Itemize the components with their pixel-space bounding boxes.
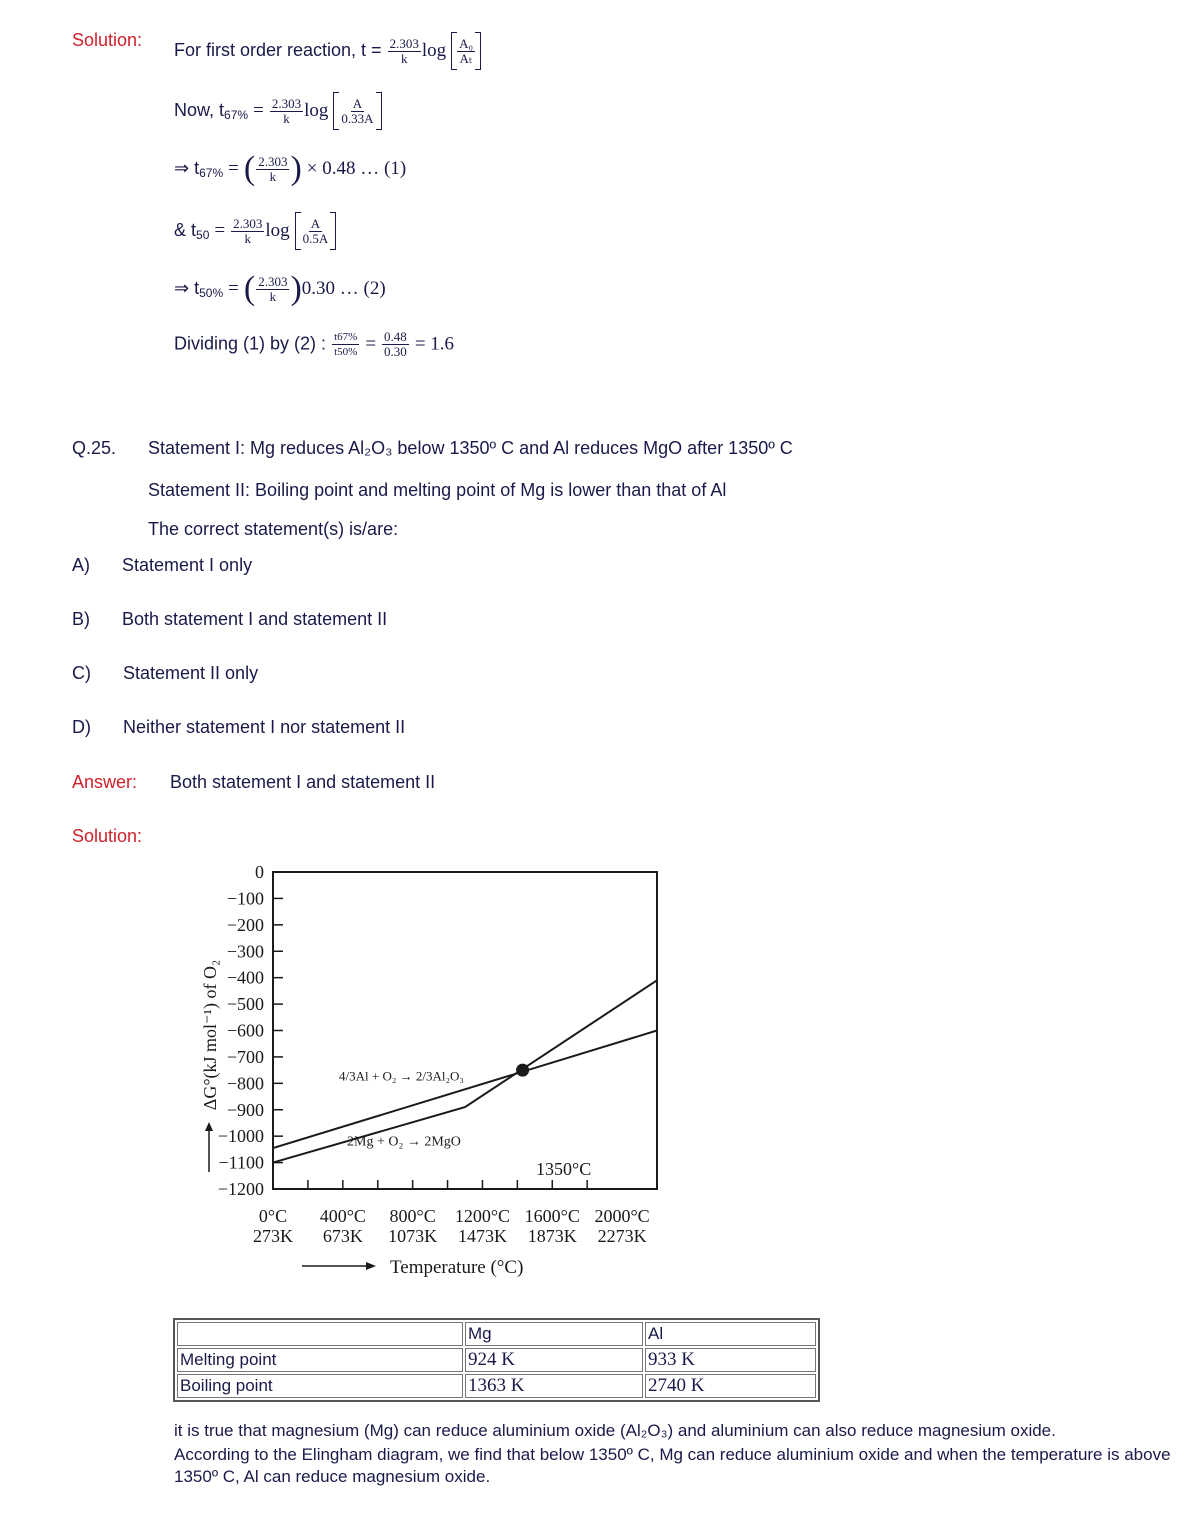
- table-header-cell: [177, 1322, 463, 1346]
- answer-text: Both statement I and statement II: [170, 772, 436, 792]
- option-c-letter: C): [72, 663, 91, 683]
- properties-table: [173, 1318, 820, 1402]
- y-tick-label: −1200: [217, 1179, 264, 1199]
- equation-line-1: [174, 32, 481, 70]
- table-cell: 2740 K: [645, 1374, 816, 1398]
- x-tick-label: 2000°C: [594, 1206, 650, 1226]
- table-cell: Boiling point: [177, 1374, 463, 1398]
- option-a-letter: A): [72, 555, 90, 575]
- y-tick-label: −800: [226, 1073, 264, 1094]
- conclusion-line-1: it is true that magnesium (Mg) can reduce aluminium oxide (Al₂O₃) and aluminium can also reduce magnesium oxide.: [174, 1421, 1056, 1440]
- table-cell: 1363 K: [465, 1374, 643, 1398]
- bracket: $\frac{\text{A₀}}{\text{Aₜ}}$: [451, 32, 481, 70]
- equation-line-4: & $t_{50}$ = $\frac{2.303}{k}$ log $\frac{A}{0.5A}$: [174, 212, 336, 250]
- answer-label: Answer:: [72, 772, 138, 792]
- intersection-point: [516, 1064, 529, 1077]
- option-b-text[interactable]: Both statement I and statement II: [122, 609, 388, 629]
- x-tick-label: 0°C: [258, 1206, 288, 1226]
- y-tick-label: −1100: [218, 1152, 264, 1173]
- solution-label-2: Solution:: [72, 826, 143, 846]
- y-axis-label: ΔG°(kJ mol⁻¹) of O₂: [200, 959, 220, 1111]
- y-tick-label: −400: [226, 967, 264, 988]
- x-tick-label-kelvin: 273K: [253, 1226, 293, 1246]
- y-tick-label: −600: [226, 1020, 264, 1041]
- y-tick-label: −200: [226, 914, 264, 935]
- option-b-letter: B): [72, 609, 90, 629]
- y-tick-label: −700: [226, 1046, 264, 1067]
- x-tick-label-kelvin: 1073K: [388, 1226, 438, 1246]
- table-cell: 924 K: [465, 1348, 643, 1372]
- y-tick-label: −1000: [217, 1126, 264, 1147]
- fraction: $\frac{2.303}{k}$: [389, 35, 419, 66]
- conclusion-line-2: According to the Elingham diagram, we find that below 1350º C, Mg can reduce aluminium oxide and when the temperature is above 1350º C, Al can reduce magnesium oxide.: [174, 1445, 1171, 1486]
- ellingham-chart: [176, 850, 688, 1290]
- option-c-text[interactable]: Statement II only: [123, 663, 259, 683]
- y-tick-label: −900: [226, 1099, 264, 1120]
- x-axis-label: Temperature (°C): [390, 1257, 524, 1278]
- option-d-text[interactable]: Neither statement I nor statement II: [123, 717, 406, 737]
- y-tick-label: −300: [226, 941, 264, 962]
- option-d-letter: D): [72, 717, 91, 737]
- table-header-cell: Al: [645, 1322, 816, 1346]
- statement-1: Statement I: Mg reduces Al₂O₃ below 1350º C and Al reduces MgO after 1350º C: [148, 438, 793, 458]
- annotation-1350: 1350°C: [536, 1159, 592, 1179]
- x-tick-label: 800°C: [389, 1206, 436, 1226]
- equation-line-5: ⇒ $t_{50\%}$ = ( $\frac{2.303}{k}$ )0.30 … (2): [174, 270, 386, 307]
- y-tick-label: −100: [226, 888, 264, 909]
- table-row: [177, 1348, 816, 1372]
- table-header-row: [177, 1322, 816, 1346]
- series-line-1: [273, 1031, 657, 1149]
- plot-frame: [273, 872, 657, 1189]
- equation-text: For first order reaction, t =: [174, 39, 382, 60]
- x-tick-label-kelvin: 1473K: [457, 1226, 507, 1246]
- equation-line-6: Dividing (1) by (2) : $\frac{t67\%}{t50\%}$ = $\frac{0.48}{0.30}$ = 1.6: [174, 329, 455, 359]
- table-cell: Melting point: [177, 1348, 463, 1372]
- x-tick-label-kelvin: 1873K: [527, 1226, 577, 1246]
- y-axis-arrowhead: [205, 1122, 213, 1131]
- question-prompt: The correct statement(s) is/are:: [148, 519, 399, 539]
- x-tick-label: 400°C: [319, 1206, 366, 1226]
- series-label-mg: 2Mg + O₂ → 2MgO: [347, 1134, 461, 1150]
- table-cell: 933 K: [645, 1348, 816, 1372]
- y-tick-label: 0: [255, 862, 264, 882]
- equation-line-3: ⇒ $t_{67\%}$ = ( $\frac{2.303}{k}$ ) × 0.48 … (1): [174, 150, 407, 187]
- equation-line-2: Now, $t_{67\%}$ = $\frac{2.303}{k}$ log $\frac{A}{0.33A}$: [174, 92, 382, 130]
- question-number: Q.25.: [72, 438, 117, 458]
- x-tick-label-kelvin: 2273K: [597, 1226, 647, 1246]
- solution-label: Solution:: [72, 30, 143, 50]
- option-a-text[interactable]: Statement I only: [122, 555, 253, 575]
- log-text: log: [421, 39, 447, 61]
- x-axis-arrowhead: [366, 1262, 376, 1270]
- x-tick-label: 1200°C: [454, 1206, 511, 1226]
- statement-2: Statement II: Boiling point and melting point of Mg is lower than that of Al: [148, 480, 727, 500]
- x-tick-label: 1600°C: [524, 1206, 580, 1226]
- y-tick-label: −500: [226, 994, 264, 1015]
- table-header-cell: Mg: [465, 1322, 643, 1346]
- table-row: [177, 1374, 816, 1398]
- series-label-al: 4/3Al + O₂ → 2/3Al₂O₃: [339, 1068, 464, 1084]
- x-tick-label-kelvin: 673K: [322, 1226, 363, 1246]
- series-line-2: [273, 980, 657, 1162]
